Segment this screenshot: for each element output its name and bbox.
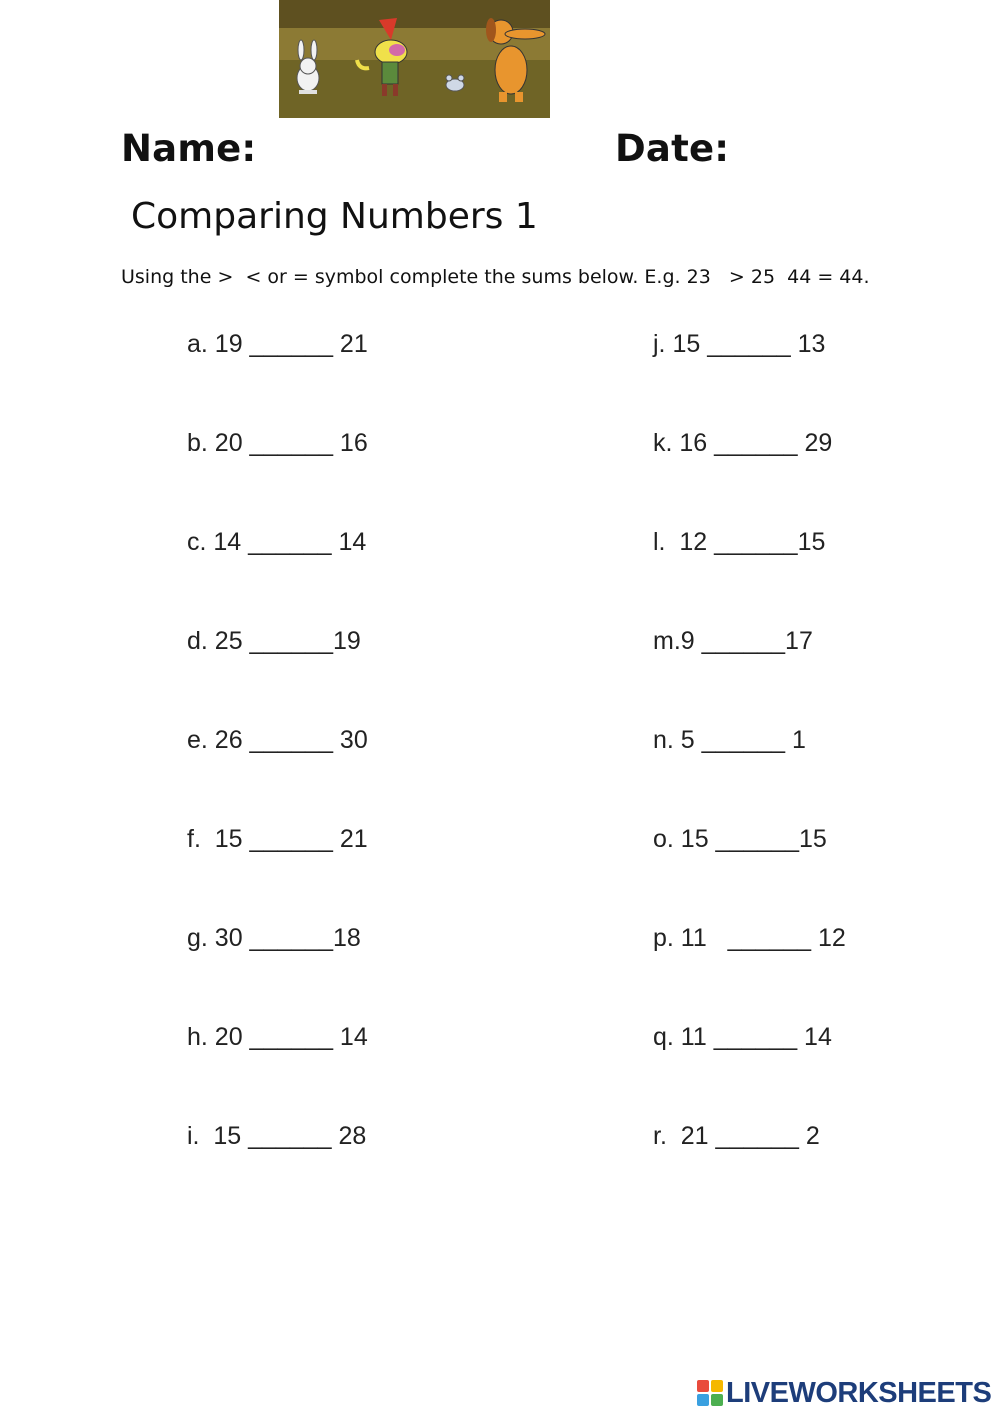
logo-square-3 xyxy=(697,1394,709,1406)
problem-h[interactable]: h. 20 ______ 14 xyxy=(187,1023,368,1051)
problem-q[interactable]: q. 11 ______ 14 xyxy=(653,1023,832,1051)
problem-o[interactable]: o. 15 ______15 xyxy=(653,825,827,853)
problems-right-column xyxy=(653,330,846,1221)
cartoon-characters-illustration xyxy=(279,0,550,118)
problem-k[interactable]: k. 16 ______ 29 xyxy=(653,429,833,457)
logo-square-1 xyxy=(697,1380,709,1392)
instructions-text: Using the > < or = symbol complete the sums below. E.g. 23 > 25 44 = 44. xyxy=(121,266,870,288)
cartoon-header-image xyxy=(279,0,550,118)
problem-n[interactable]: n. 5 ______ 1 xyxy=(653,726,806,754)
problems-left-column xyxy=(187,330,368,1221)
problem-m[interactable]: m.9 ______17 xyxy=(653,627,813,655)
problem-j[interactable]: j. 15 ______ 13 xyxy=(653,330,826,358)
logo-square-4 xyxy=(711,1394,723,1406)
problem-d[interactable]: d. 25 ______19 xyxy=(187,627,361,655)
problem-c[interactable]: c. 14 ______ 14 xyxy=(187,528,367,556)
date-label: Date: xyxy=(615,127,730,170)
worksheet-title: Comparing Numbers 1 xyxy=(131,196,538,237)
problem-p[interactable]: p. 11 ______ 12 xyxy=(653,924,846,952)
liveworksheets-logo xyxy=(697,1376,991,1410)
problem-r[interactable]: r. 21 ______ 2 xyxy=(653,1122,820,1150)
problem-a[interactable]: a. 19 ______ 21 xyxy=(187,330,368,358)
problem-b[interactable]: b. 20 ______ 16 xyxy=(187,429,368,457)
liveworksheets-logo-icon xyxy=(697,1380,723,1406)
problem-l[interactable]: l. 12 ______15 xyxy=(653,528,826,556)
problem-g[interactable]: g. 30 ______18 xyxy=(187,924,361,952)
logo-square-2 xyxy=(711,1380,723,1392)
problem-f[interactable]: f. 15 ______ 21 xyxy=(187,825,368,853)
liveworksheets-logo-text: LIVEWORKSHEETS xyxy=(726,1376,992,1409)
problem-e[interactable]: e. 26 ______ 30 xyxy=(187,726,368,754)
name-label: Name: xyxy=(121,127,257,170)
problem-i[interactable]: i. 15 ______ 28 xyxy=(187,1122,367,1150)
